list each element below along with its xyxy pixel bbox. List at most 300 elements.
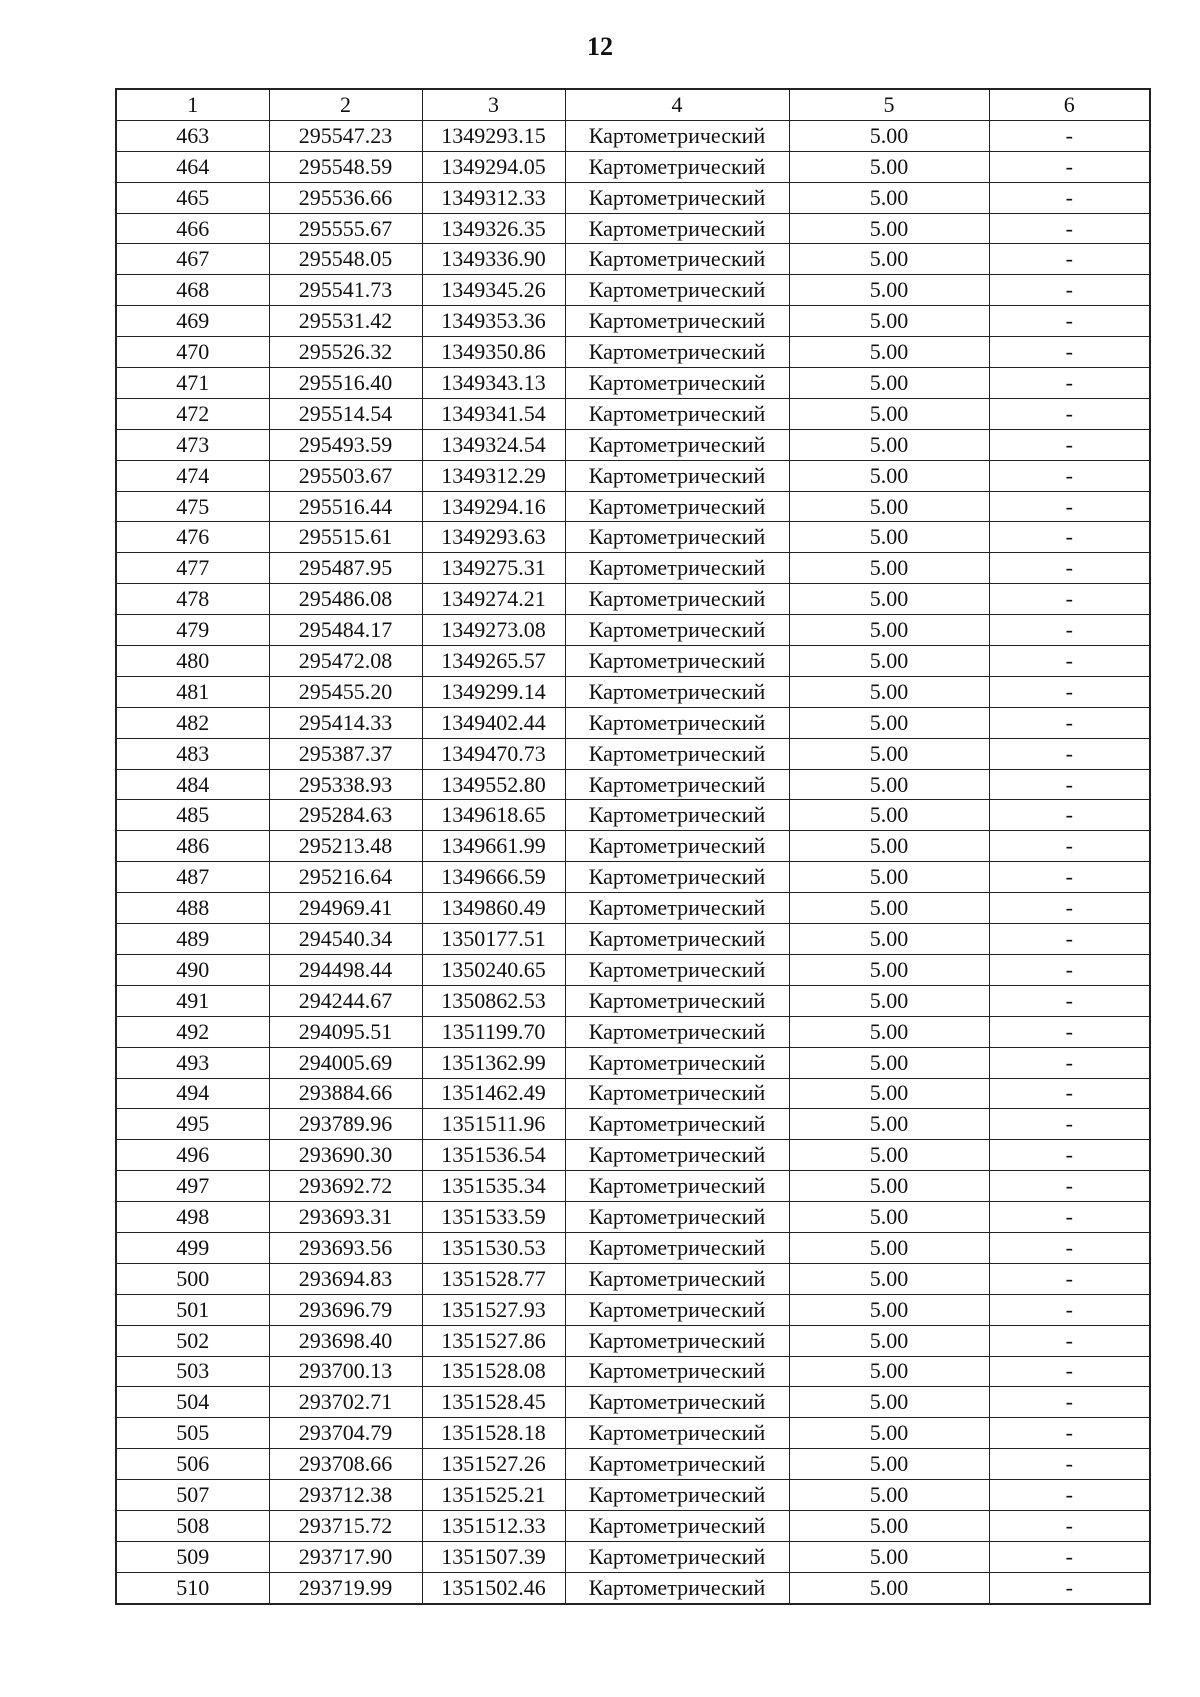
table-row	[116, 398, 1150, 429]
accuracy-cell: 5.00	[789, 738, 989, 769]
point-number-cell: 503	[116, 1356, 269, 1387]
description-cell: -	[989, 491, 1150, 522]
method-cell: Картометрический	[565, 1449, 789, 1480]
description-cell: -	[989, 800, 1150, 831]
point-number-cell: 492	[116, 1016, 269, 1047]
method-cell: Картометрический	[565, 893, 789, 924]
table-row	[116, 1541, 1150, 1572]
y-coordinate-cell: 1349326.35	[422, 213, 565, 244]
description-cell: -	[989, 244, 1150, 275]
x-coordinate-cell: 295213.48	[269, 831, 422, 862]
accuracy-cell: 5.00	[789, 213, 989, 244]
table-row	[116, 1016, 1150, 1047]
point-number-cell: 478	[116, 584, 269, 615]
table-row	[116, 553, 1150, 584]
table-row	[116, 676, 1150, 707]
x-coordinate-cell: 295484.17	[269, 615, 422, 646]
y-coordinate-cell: 1350862.53	[422, 985, 565, 1016]
method-cell: Картометрический	[565, 769, 789, 800]
y-coordinate-cell: 1349294.16	[422, 491, 565, 522]
x-coordinate-cell: 295338.93	[269, 769, 422, 800]
y-coordinate-cell: 1351536.54	[422, 1140, 565, 1171]
description-cell: -	[989, 1171, 1150, 1202]
x-coordinate-cell: 295516.44	[269, 491, 422, 522]
description-cell: -	[989, 1480, 1150, 1511]
table-row	[116, 1140, 1150, 1171]
x-coordinate-cell: 294095.51	[269, 1016, 422, 1047]
x-coordinate-cell: 295526.32	[269, 337, 422, 368]
accuracy-cell: 5.00	[789, 1449, 989, 1480]
method-cell: Картометрический	[565, 646, 789, 677]
table-row	[116, 491, 1150, 522]
method-cell: Картометрический	[565, 1387, 789, 1418]
y-coordinate-cell: 1349312.29	[422, 460, 565, 491]
column-header: 4	[565, 89, 789, 120]
method-cell: Картометрический	[565, 1294, 789, 1325]
table-row	[116, 707, 1150, 738]
accuracy-cell: 5.00	[789, 924, 989, 955]
point-number-cell: 464	[116, 151, 269, 182]
point-number-cell: 505	[116, 1418, 269, 1449]
table-row	[116, 831, 1150, 862]
table-row	[116, 337, 1150, 368]
method-cell: Картометрический	[565, 1171, 789, 1202]
table-row	[116, 1480, 1150, 1511]
point-number-cell: 488	[116, 893, 269, 924]
point-number-cell: 467	[116, 244, 269, 275]
description-cell: -	[989, 1047, 1150, 1078]
column-header: 6	[989, 89, 1150, 120]
description-cell: -	[989, 553, 1150, 584]
y-coordinate-cell: 1351502.46	[422, 1572, 565, 1603]
y-coordinate-cell: 1349336.90	[422, 244, 565, 275]
description-cell: -	[989, 924, 1150, 955]
x-coordinate-cell: 293694.83	[269, 1263, 422, 1294]
method-cell: Картометрический	[565, 553, 789, 584]
point-number-cell: 497	[116, 1171, 269, 1202]
x-coordinate-cell: 293696.79	[269, 1294, 422, 1325]
x-coordinate-cell: 295472.08	[269, 646, 422, 677]
x-coordinate-cell: 295548.05	[269, 244, 422, 275]
x-coordinate-cell: 294005.69	[269, 1047, 422, 1078]
table-row	[116, 522, 1150, 553]
description-cell: -	[989, 182, 1150, 213]
description-cell: -	[989, 213, 1150, 244]
method-cell: Картометрический	[565, 1016, 789, 1047]
point-number-cell: 471	[116, 368, 269, 399]
table-body	[116, 120, 1150, 1603]
x-coordinate-cell: 293708.66	[269, 1449, 422, 1480]
x-coordinate-cell: 293700.13	[269, 1356, 422, 1387]
description-cell: -	[989, 1232, 1150, 1263]
x-coordinate-cell: 295284.63	[269, 800, 422, 831]
method-cell: Картометрический	[565, 337, 789, 368]
table-row	[116, 985, 1150, 1016]
table-row	[116, 738, 1150, 769]
accuracy-cell: 5.00	[789, 460, 989, 491]
point-number-cell: 510	[116, 1572, 269, 1603]
x-coordinate-cell: 295486.08	[269, 584, 422, 615]
method-cell: Картометрический	[565, 1541, 789, 1572]
point-number-cell: 508	[116, 1510, 269, 1541]
table-row	[116, 1510, 1150, 1541]
x-coordinate-cell: 293717.90	[269, 1541, 422, 1572]
method-cell: Картометрический	[565, 244, 789, 275]
point-number-cell: 500	[116, 1263, 269, 1294]
method-cell: Картометрический	[565, 707, 789, 738]
y-coordinate-cell: 1351525.21	[422, 1480, 565, 1511]
point-number-cell: 506	[116, 1449, 269, 1480]
method-cell: Картометрический	[565, 1232, 789, 1263]
point-number-cell: 501	[116, 1294, 269, 1325]
method-cell: Картометрический	[565, 800, 789, 831]
point-number-cell: 507	[116, 1480, 269, 1511]
table-row	[116, 584, 1150, 615]
table-header-row	[116, 89, 1150, 120]
description-cell: -	[989, 954, 1150, 985]
y-coordinate-cell: 1349324.54	[422, 429, 565, 460]
table-row	[116, 1263, 1150, 1294]
y-coordinate-cell: 1351507.39	[422, 1541, 565, 1572]
x-coordinate-cell: 293719.99	[269, 1572, 422, 1603]
table-row	[116, 1171, 1150, 1202]
table-row	[116, 1418, 1150, 1449]
table-row	[116, 1232, 1150, 1263]
x-coordinate-cell: 295541.73	[269, 275, 422, 306]
description-cell: -	[989, 1418, 1150, 1449]
method-cell: Картометрический	[565, 954, 789, 985]
x-coordinate-cell: 295455.20	[269, 676, 422, 707]
y-coordinate-cell: 1351530.53	[422, 1232, 565, 1263]
method-cell: Картометрический	[565, 491, 789, 522]
accuracy-cell: 5.00	[789, 893, 989, 924]
point-number-cell: 468	[116, 275, 269, 306]
description-cell: -	[989, 893, 1150, 924]
description-cell: -	[989, 1263, 1150, 1294]
description-cell: -	[989, 120, 1150, 151]
y-coordinate-cell: 1351199.70	[422, 1016, 565, 1047]
accuracy-cell: 5.00	[789, 1263, 989, 1294]
description-cell: -	[989, 337, 1150, 368]
x-coordinate-cell: 295216.64	[269, 862, 422, 893]
y-coordinate-cell: 1351535.34	[422, 1171, 565, 1202]
description-cell: -	[989, 306, 1150, 337]
accuracy-cell: 5.00	[789, 584, 989, 615]
description-cell: -	[989, 1202, 1150, 1233]
accuracy-cell: 5.00	[789, 1541, 989, 1572]
point-number-cell: 472	[116, 398, 269, 429]
accuracy-cell: 5.00	[789, 244, 989, 275]
description-cell: -	[989, 738, 1150, 769]
point-number-cell: 493	[116, 1047, 269, 1078]
table-row	[116, 1047, 1150, 1078]
y-coordinate-cell: 1349618.65	[422, 800, 565, 831]
y-coordinate-cell: 1349275.31	[422, 553, 565, 584]
y-coordinate-cell: 1349350.86	[422, 337, 565, 368]
description-cell: -	[989, 275, 1150, 306]
x-coordinate-cell: 295487.95	[269, 553, 422, 584]
description-cell: -	[989, 460, 1150, 491]
accuracy-cell: 5.00	[789, 1047, 989, 1078]
table-row	[116, 1078, 1150, 1109]
method-cell: Картометрический	[565, 1480, 789, 1511]
description-cell: -	[989, 522, 1150, 553]
description-cell: -	[989, 1078, 1150, 1109]
description-cell: -	[989, 1109, 1150, 1140]
x-coordinate-cell: 295414.33	[269, 707, 422, 738]
description-cell: -	[989, 1294, 1150, 1325]
x-coordinate-cell: 294498.44	[269, 954, 422, 985]
y-coordinate-cell: 1349274.21	[422, 584, 565, 615]
y-coordinate-cell: 1349345.26	[422, 275, 565, 306]
point-number-cell: 499	[116, 1232, 269, 1263]
accuracy-cell: 5.00	[789, 646, 989, 677]
y-coordinate-cell: 1349265.57	[422, 646, 565, 677]
y-coordinate-cell: 1349661.99	[422, 831, 565, 862]
point-number-cell: 470	[116, 337, 269, 368]
method-cell: Картометрический	[565, 615, 789, 646]
point-number-cell: 487	[116, 862, 269, 893]
accuracy-cell: 5.00	[789, 954, 989, 985]
table-row	[116, 151, 1150, 182]
accuracy-cell: 5.00	[789, 1510, 989, 1541]
y-coordinate-cell: 1351528.08	[422, 1356, 565, 1387]
table-row	[116, 1294, 1150, 1325]
point-number-cell: 465	[116, 182, 269, 213]
method-cell: Картометрический	[565, 1140, 789, 1171]
x-coordinate-cell: 293698.40	[269, 1325, 422, 1356]
table-row	[116, 306, 1150, 337]
description-cell: -	[989, 1387, 1150, 1418]
point-number-cell: 481	[116, 676, 269, 707]
point-number-cell: 477	[116, 553, 269, 584]
x-coordinate-cell: 293704.79	[269, 1418, 422, 1449]
x-coordinate-cell: 294244.67	[269, 985, 422, 1016]
y-coordinate-cell: 1349341.54	[422, 398, 565, 429]
accuracy-cell: 5.00	[789, 151, 989, 182]
y-coordinate-cell: 1349293.63	[422, 522, 565, 553]
x-coordinate-cell: 295547.23	[269, 120, 422, 151]
method-cell: Картометрический	[565, 213, 789, 244]
method-cell: Картометрический	[565, 1325, 789, 1356]
point-number-cell: 495	[116, 1109, 269, 1140]
x-coordinate-cell: 295515.61	[269, 522, 422, 553]
y-coordinate-cell: 1349666.59	[422, 862, 565, 893]
description-cell: -	[989, 1572, 1150, 1603]
accuracy-cell: 5.00	[789, 1387, 989, 1418]
accuracy-cell: 5.00	[789, 1294, 989, 1325]
accuracy-cell: 5.00	[789, 615, 989, 646]
point-number-cell: 463	[116, 120, 269, 151]
x-coordinate-cell: 295536.66	[269, 182, 422, 213]
table-row	[116, 1356, 1150, 1387]
y-coordinate-cell: 1349312.33	[422, 182, 565, 213]
table-row	[116, 924, 1150, 955]
y-coordinate-cell: 1351528.77	[422, 1263, 565, 1294]
x-coordinate-cell: 293692.72	[269, 1171, 422, 1202]
x-coordinate-cell: 295548.59	[269, 151, 422, 182]
method-cell: Картометрический	[565, 584, 789, 615]
table-row	[116, 182, 1150, 213]
column-header: 1	[116, 89, 269, 120]
x-coordinate-cell: 295555.67	[269, 213, 422, 244]
y-coordinate-cell: 1350177.51	[422, 924, 565, 955]
description-cell: -	[989, 1541, 1150, 1572]
description-cell: -	[989, 151, 1150, 182]
x-coordinate-cell: 295493.59	[269, 429, 422, 460]
table-row	[116, 1109, 1150, 1140]
table-row	[116, 1387, 1150, 1418]
table-row	[116, 954, 1150, 985]
point-number-cell: 489	[116, 924, 269, 955]
description-cell: -	[989, 1325, 1150, 1356]
method-cell: Картометрический	[565, 368, 789, 399]
description-cell: -	[989, 1016, 1150, 1047]
description-cell: -	[989, 429, 1150, 460]
accuracy-cell: 5.00	[789, 1418, 989, 1449]
method-cell: Картометрический	[565, 151, 789, 182]
point-number-cell: 490	[116, 954, 269, 985]
method-cell: Картометрический	[565, 985, 789, 1016]
accuracy-cell: 5.00	[789, 1016, 989, 1047]
accuracy-cell: 5.00	[789, 1356, 989, 1387]
y-coordinate-cell: 1349402.44	[422, 707, 565, 738]
accuracy-cell: 5.00	[789, 368, 989, 399]
method-cell: Картометрический	[565, 676, 789, 707]
point-number-cell: 498	[116, 1202, 269, 1233]
method-cell: Картометрический	[565, 120, 789, 151]
table-row	[116, 368, 1150, 399]
method-cell: Картометрический	[565, 398, 789, 429]
method-cell: Картометрический	[565, 275, 789, 306]
point-number-cell: 480	[116, 646, 269, 677]
x-coordinate-cell: 293789.96	[269, 1109, 422, 1140]
accuracy-cell: 5.00	[789, 522, 989, 553]
point-number-cell: 483	[116, 738, 269, 769]
accuracy-cell: 5.00	[789, 1171, 989, 1202]
method-cell: Картометрический	[565, 306, 789, 337]
method-cell: Картометрический	[565, 182, 789, 213]
x-coordinate-cell: 293693.56	[269, 1232, 422, 1263]
accuracy-cell: 5.00	[789, 831, 989, 862]
accuracy-cell: 5.00	[789, 398, 989, 429]
accuracy-cell: 5.00	[789, 1572, 989, 1603]
table-row	[116, 429, 1150, 460]
y-coordinate-cell: 1349343.13	[422, 368, 565, 399]
x-coordinate-cell: 295516.40	[269, 368, 422, 399]
table-row	[116, 460, 1150, 491]
description-cell: -	[989, 676, 1150, 707]
x-coordinate-cell: 293712.38	[269, 1480, 422, 1511]
x-coordinate-cell: 295387.37	[269, 738, 422, 769]
table-row	[116, 1325, 1150, 1356]
accuracy-cell: 5.00	[789, 800, 989, 831]
accuracy-cell: 5.00	[789, 676, 989, 707]
point-number-cell: 494	[116, 1078, 269, 1109]
y-coordinate-cell: 1351362.99	[422, 1047, 565, 1078]
y-coordinate-cell: 1349294.05	[422, 151, 565, 182]
table-row	[116, 1572, 1150, 1603]
point-number-cell: 482	[116, 707, 269, 738]
accuracy-cell: 5.00	[789, 553, 989, 584]
x-coordinate-cell: 295514.54	[269, 398, 422, 429]
y-coordinate-cell: 1351528.18	[422, 1418, 565, 1449]
accuracy-cell: 5.00	[789, 1232, 989, 1263]
point-number-cell: 469	[116, 306, 269, 337]
accuracy-cell: 5.00	[789, 429, 989, 460]
description-cell: -	[989, 646, 1150, 677]
table-row	[116, 615, 1150, 646]
description-cell: -	[989, 1356, 1150, 1387]
page-number: 12	[587, 32, 613, 61]
x-coordinate-cell: 293702.71	[269, 1387, 422, 1418]
y-coordinate-cell: 1351511.96	[422, 1109, 565, 1140]
y-coordinate-cell: 1349299.14	[422, 676, 565, 707]
y-coordinate-cell: 1349353.36	[422, 306, 565, 337]
method-cell: Картометрический	[565, 429, 789, 460]
method-cell: Картометрический	[565, 1047, 789, 1078]
accuracy-cell: 5.00	[789, 862, 989, 893]
accuracy-cell: 5.00	[789, 985, 989, 1016]
accuracy-cell: 5.00	[789, 337, 989, 368]
description-cell: -	[989, 398, 1150, 429]
coordinates-table	[115, 88, 1151, 1605]
accuracy-cell: 5.00	[789, 1480, 989, 1511]
method-cell: Картометрический	[565, 460, 789, 491]
table-row	[116, 646, 1150, 677]
table-row	[116, 1449, 1150, 1480]
accuracy-cell: 5.00	[789, 1140, 989, 1171]
accuracy-cell: 5.00	[789, 120, 989, 151]
description-cell: -	[989, 862, 1150, 893]
y-coordinate-cell: 1351527.93	[422, 1294, 565, 1325]
description-cell: -	[989, 1510, 1150, 1541]
point-number-cell: 491	[116, 985, 269, 1016]
accuracy-cell: 5.00	[789, 707, 989, 738]
accuracy-cell: 5.00	[789, 769, 989, 800]
accuracy-cell: 5.00	[789, 1109, 989, 1140]
column-header: 5	[789, 89, 989, 120]
column-header: 3	[422, 89, 565, 120]
description-cell: -	[989, 707, 1150, 738]
point-number-cell: 479	[116, 615, 269, 646]
y-coordinate-cell: 1351527.26	[422, 1449, 565, 1480]
accuracy-cell: 5.00	[789, 491, 989, 522]
table-row	[116, 120, 1150, 151]
column-header: 2	[269, 89, 422, 120]
x-coordinate-cell: 293690.30	[269, 1140, 422, 1171]
x-coordinate-cell: 294540.34	[269, 924, 422, 955]
method-cell: Картометрический	[565, 522, 789, 553]
table-row	[116, 769, 1150, 800]
x-coordinate-cell: 293884.66	[269, 1078, 422, 1109]
table-row	[116, 1202, 1150, 1233]
point-number-cell: 476	[116, 522, 269, 553]
x-coordinate-cell: 293715.72	[269, 1510, 422, 1541]
description-cell: -	[989, 1449, 1150, 1480]
method-cell: Картометрический	[565, 1109, 789, 1140]
description-cell: -	[989, 615, 1150, 646]
method-cell: Картометрический	[565, 1263, 789, 1294]
accuracy-cell: 5.00	[789, 306, 989, 337]
method-cell: Картометрический	[565, 831, 789, 862]
point-number-cell: 509	[116, 1541, 269, 1572]
description-cell: -	[989, 769, 1150, 800]
table-row	[116, 244, 1150, 275]
method-cell: Картометрический	[565, 1202, 789, 1233]
table-row	[116, 862, 1150, 893]
table-row	[116, 893, 1150, 924]
